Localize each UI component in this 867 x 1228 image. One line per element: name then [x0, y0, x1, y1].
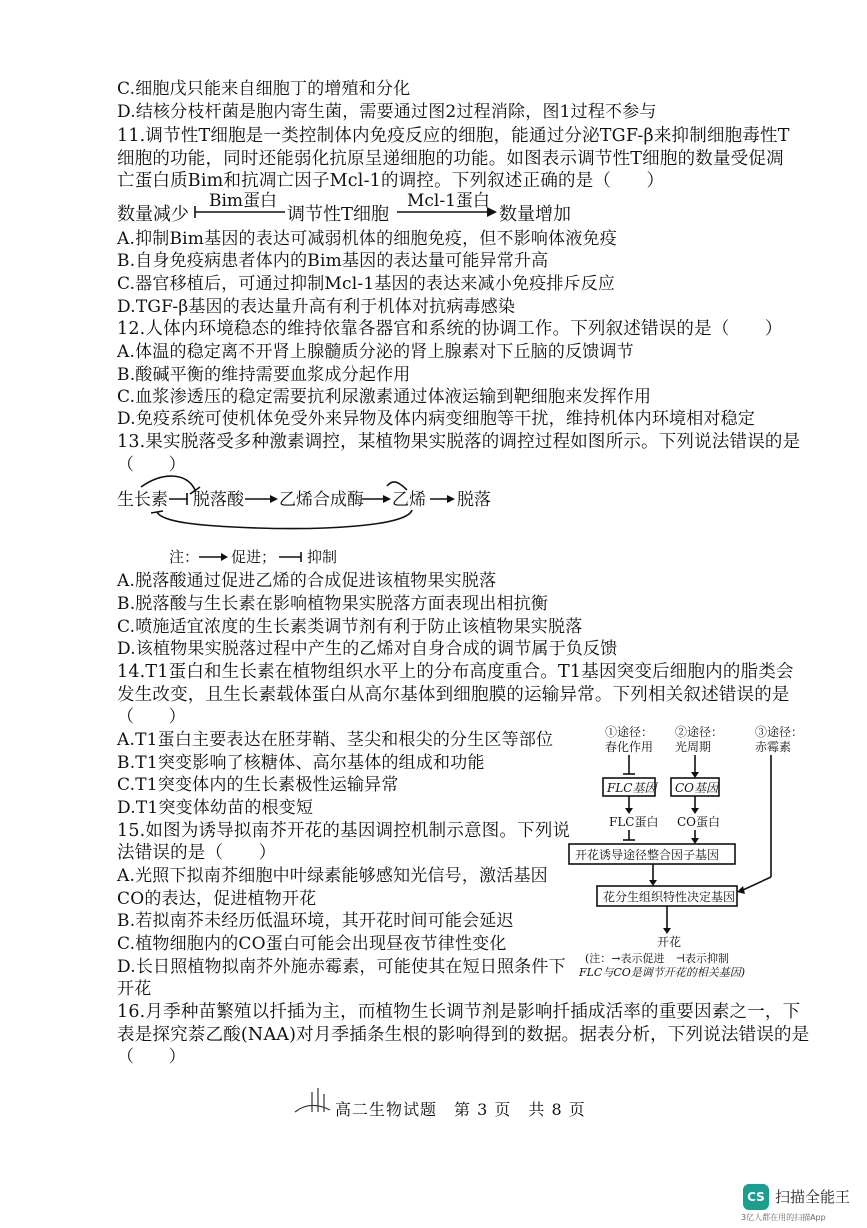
q13-option-a: A.脱落酸通过促进乙烯的合成促进该植物果实脱落	[117, 571, 497, 591]
bim-label: Bim蛋白	[209, 191, 278, 211]
legend-prefix: 注：	[169, 548, 200, 566]
node-auxin: 生长素	[117, 490, 168, 510]
q12-option-c: C.血浆渗透压的稳定需要抗利尿激素通过体液运输到靶细胞来发挥作用	[117, 387, 652, 407]
q12-option-d: D.免疫系统可使机体免受外来异物及体内病变细胞等干扰，维持机体内环境相对稳定	[117, 409, 756, 429]
flowering-label: 开花	[657, 935, 682, 949]
diagram-text: 数量增加	[499, 204, 571, 225]
path3-sub: 赤霉素	[755, 740, 792, 754]
node-ethylene-synthase: 乙烯合成酶	[279, 490, 364, 510]
node-ethylene: 乙烯	[392, 490, 426, 510]
node-abscission: 脱落	[457, 490, 491, 510]
path2-label: ②途径：	[675, 725, 724, 739]
path1-label: ①途径：	[605, 725, 654, 739]
meristem-gene-label: 花分生组织特性决定基因	[603, 890, 736, 904]
q14-stem: （ ）	[117, 707, 186, 727]
q11-stem: 细胞的功能，同时还能弱化抗原呈递细胞的功能。如图表示调节性T细胞的数量受促凋	[117, 149, 784, 169]
co-protein-label: CO蛋白	[677, 815, 721, 829]
q15-option-d: D.长日照植物拟南芥外施赤霉素，可能使其在短日照条件下	[117, 957, 566, 977]
legend-promote: 促进；	[231, 548, 277, 566]
fruit-abscission-diagram	[117, 472, 537, 570]
q15-option-a: A.光照下拟南芥细胞中叶绿素能够感知光信号，激活基因	[117, 866, 548, 886]
camscanner-watermark	[741, 1182, 861, 1222]
diagram-text: 数量减少	[117, 204, 189, 225]
integrator-gene-label: 开花诱导途径整合因子基因	[575, 848, 720, 862]
q13-option-b: B.脱落酸与生长素在影响植物果实脱落方面表现出相抗衡	[117, 594, 549, 614]
q12-stem: 12.人体内环境稳态的维持依靠各器官和系统的协调工作。下列叙述错误的是（ ）	[117, 319, 783, 339]
logo-icon: CS	[743, 1184, 769, 1210]
q13-option-d: D.该植物果实脱落过程中产生的乙烯对自身合成的调节属于负反馈	[117, 639, 618, 659]
q15-stem: 15.如图为诱导拟南芥开花的基因调控机制示意图。下列说	[117, 821, 571, 841]
q13-option-c: C.喷施适宜浓度的生长素类调节剂有利于防止该植物果实脱落	[117, 617, 583, 637]
diagram-text: 调节性T细胞	[287, 204, 390, 225]
q15-option-b: B.若拟南芥未经历低温环境，其开花时间可能会延迟	[117, 911, 514, 931]
q14-option-c: C.T1突变体内的生长素极性运输异常	[117, 775, 399, 795]
q14-option-a: A.T1蛋白主要表达在胚芽鞘、茎尖和根尖的分生区等部位	[117, 730, 554, 750]
q15-option-d: 开花	[117, 979, 152, 999]
logo-name: 扫描全能王	[775, 1188, 851, 1206]
q10-option-c: C.细胞戊只能来自细胞丁的增殖和分化	[117, 79, 411, 99]
q16-stem: 表是探究萘乙酸(NAA)对月季插条生根的影响得到的数据。据表分析，下列说法错误的是	[117, 1025, 810, 1045]
mcl1-label: Mcl-1蛋白	[407, 191, 490, 211]
q11-option-b: B.自身免疫病患者体内的Bim基因的表达量可能异常升高	[117, 251, 549, 271]
regulatory-t-cell-diagram	[117, 190, 577, 232]
legend-inhibit: 抑制	[307, 548, 338, 566]
q16-stem: （ ）	[117, 1047, 186, 1067]
q14-stem: 发生改变，且生长素载体蛋白从高尔基体到细胞膜的运输异常。下列相关叙述错误的是	[117, 685, 790, 705]
q14-option-b: B.T1突变影响了核糖体、高尔基体的组成和功能	[117, 753, 485, 773]
q11-option-d: D.TGF-β基因的表达量升高有利于机体对抗病毒感染	[117, 297, 516, 317]
q15-option-c: C.植物细胞内的CO蛋白可能会出现昼夜节律性变化	[117, 934, 507, 954]
flc-protein-label: FLC蛋白	[609, 815, 659, 829]
q12-option-b: B.酸碱平衡的维持需要血浆成分起作用	[117, 365, 411, 385]
q15-option-a: CO的表达，促进植物开花	[117, 889, 317, 909]
co-gene-label: CO基因	[675, 781, 719, 795]
node-aba: 脱落酸	[193, 490, 244, 510]
q13-stem: 13.果实脱落受多种激素调控，某植物果实脱落的调控过程如图所示。下列说法错误的是	[117, 432, 801, 452]
q12-option-a: A.体温的稳定离不开肾上腺髓质分泌的肾上腺素对下丘脑的反馈调节	[117, 342, 634, 362]
diagram-note: (注：→表示促进 ⊣表示抑制	[585, 952, 729, 965]
page-footer: 高二生物试题 第 3 页 共 8 页	[335, 1100, 586, 1119]
logo-tagline: 3亿人都在用的扫描App	[741, 1213, 826, 1222]
q11-option-c: C.器官移植后，可通过抑制Mcl-1基因的表达来减小免疫排斥反应	[117, 274, 616, 294]
q11-stem: 亡蛋白质Bim和抗凋亡因子Mcl-1的调控。下列叙述正确的是（ ）	[117, 171, 665, 191]
q14-stem: 14.T1蛋白和生长素在植物组织水平上的分布高度重合。T1基因突变后细胞内的脂类会	[117, 662, 794, 682]
diagram-note: FLC与CO是调节开花的相关基因)	[579, 966, 746, 979]
q10-option-d: D.结核分枝杆菌是胞内寄生菌，需要通过图2过程消除，图1过程不参与	[117, 102, 657, 122]
path1-sub: 春化作用	[605, 740, 654, 754]
flc-gene-label: FLC基因	[607, 781, 657, 795]
q15-stem: 法错误的是（ ）	[117, 843, 277, 863]
q11-stem: 11.调节性T细胞是一类控制体内免疫反应的细胞，能通过分泌TGF-β来抑制细胞毒性T	[117, 126, 790, 146]
q16-stem: 16.月季种苗繁殖以扦插为主，而植物生长调节剂是影响扦插成活率的重要因素之一，下	[117, 1002, 801, 1022]
q11-option-a: A.抑制Bim基因的表达可减弱机体的细胞免疫，但不影响体液免疫	[117, 229, 617, 249]
path2-sub: 光周期	[675, 740, 712, 754]
path3-label: ③途径：	[755, 725, 804, 739]
q14-option-d: D.T1突变体幼苗的根变短	[117, 798, 314, 818]
q13-stem: （ ）	[117, 455, 186, 475]
flowering-regulation-diagram	[565, 722, 805, 984]
